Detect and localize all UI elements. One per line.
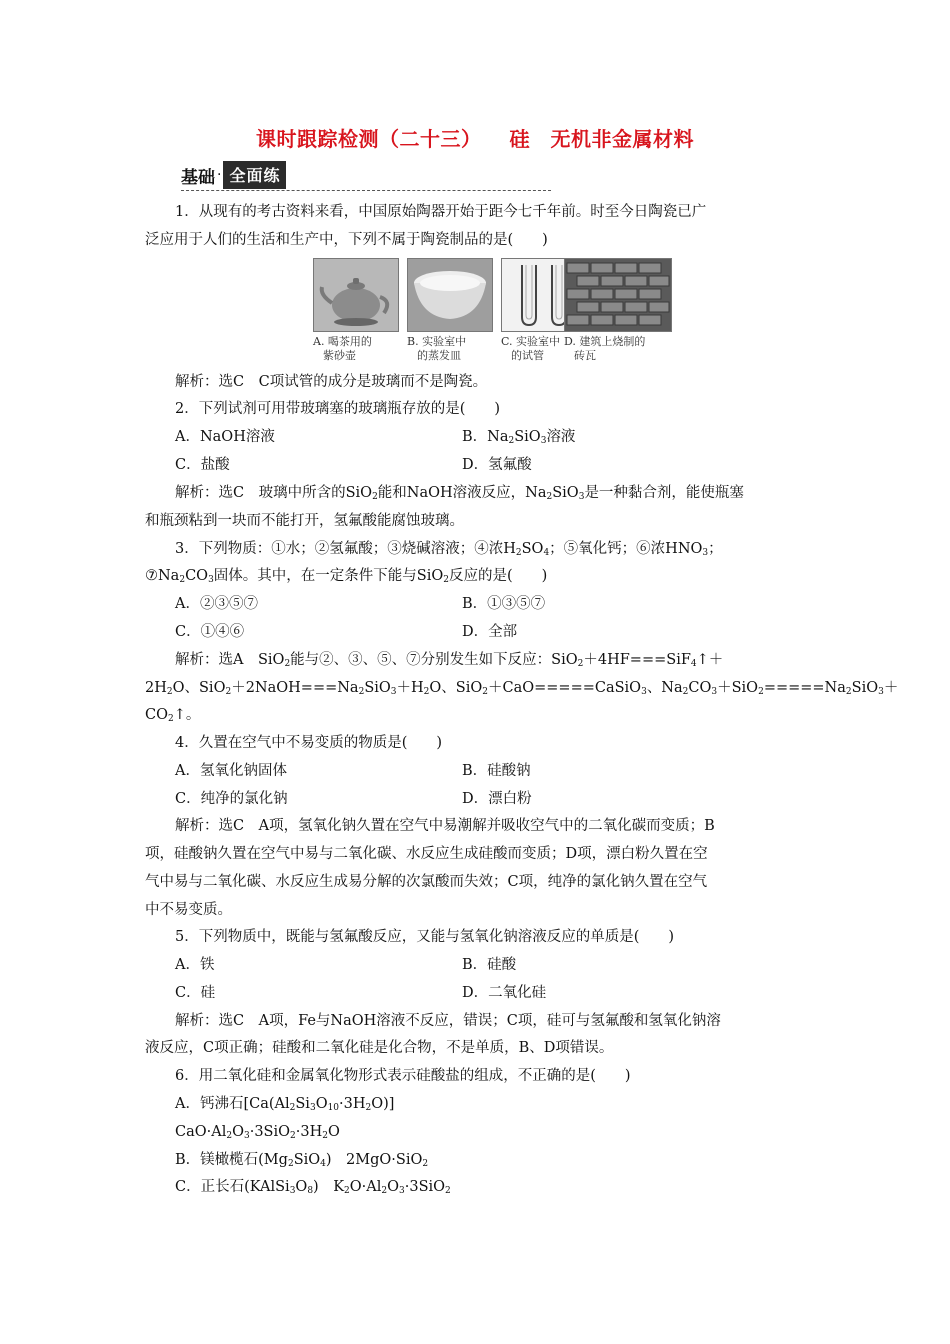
answer-4-cont-3: 中不易变质。: [145, 902, 232, 918]
answer-4: 解析：选C A项，氢氧化钠久置在空气中易潮解并吸收空气中的二氧化碳而变质；B: [175, 818, 715, 834]
brick-icon: [564, 258, 672, 332]
question-6-text: 6．用二氧化硅和金属氧化物形式表示硅酸盐的组成，不正确的是( ): [175, 1068, 631, 1084]
section-header: 基础 · 全面练: [181, 160, 286, 190]
answer-4-cont: 项，硅酸钠久置在空气中易与二氧化碳、水反应生成硅酸而变质；D项，漂白粉久置在空: [145, 846, 708, 862]
question-6-option-b: B．镁橄榄石$(Mg_2SiO_4)$ 2MgO·SiO$_2$: [175, 1152, 429, 1169]
question-6-option-c: C．正长石$(KAlSi_3O_8)$ $K_2O\cdot Al_2O_3\cdot 3SiO_2$: [175, 1179, 451, 1196]
figure-teapot: A. 喝茶用的 紫砂壶: [313, 258, 399, 363]
answer-3-cont: $2H_2O$、$SiO_2+2NaOH===Na_2SiO_3+H_2O$、SiO$_2$＋CaO=====CaSiO$_3$、$Na_2CO_3+SiO_2=====Na_2SiO_3+$: [145, 680, 899, 697]
question-2-option-b: B．$Na_2SiO_3$溶液: [462, 429, 576, 446]
question-1-text: 1．从现有的考古资料来看，中国原始陶器开始于距今七千年前。时至今日陶瓷已广: [175, 204, 707, 220]
figure-evaporating-dish: B. 实验室中 的蒸发皿: [407, 258, 493, 363]
question-3-option-a: A．②③⑤⑦: [175, 596, 258, 612]
question-5-option-c: C．硅: [175, 985, 216, 1001]
question-1-figures: [313, 258, 673, 368]
question-6-option-a: A．钙沸石$[Ca(Al_2Si_3O_{10}\cdot 3H_2O)]$: [175, 1096, 395, 1113]
question-2-option-c: C．盐酸: [175, 457, 230, 473]
answer-2-cont: 和瓶颈粘到一块而不能打开，氢氟酸能腐蚀玻璃。: [145, 513, 464, 529]
section-badge: 全面练: [223, 161, 286, 189]
answer-4-cont-2: 气中易与二氧化碳、水反应生成易分解的次氯酸而失效；C项，纯净的氯化钠久置在空气: [145, 874, 708, 890]
question-5-text: 5．下列物质中，既能与氢氟酸反应，又能与氢氧化钠溶液反应的单质是( ): [175, 929, 675, 945]
page-title: 课时跟踪检测（二十三） 硅 无机非金属材料: [256, 127, 694, 151]
section-label: 基础: [181, 167, 215, 188]
question-3-option-b: B．①③⑤⑦: [462, 596, 546, 612]
question-4-option-c: C．纯净的氯化钠: [175, 791, 288, 807]
question-3-text: 3．下列物质：①水；②氢氟酸；③烧碱溶液；④浓$H_2SO_4$；⑤氧化钙；⑥浓$HNO_3$；: [175, 541, 723, 558]
question-3-option-d: D．全部: [462, 624, 518, 640]
question-5-option-b: B．硅酸: [462, 957, 517, 973]
question-4-option-a: A．氢氧化钠固体: [175, 763, 287, 779]
answer-5-cont: 液反应，C项正确；硅酸和二氧化硅是化合物，不是单质，B、D项错误。: [145, 1040, 614, 1056]
question-4-option-b: B．硅酸钠: [462, 763, 531, 779]
question-1-text-cont: 泛应用于人们的生活和生产中，下列不属于陶瓷制品的是( ): [145, 232, 548, 248]
question-5-option-d: D．二氧化硅: [462, 985, 547, 1001]
teapot-icon: [313, 258, 399, 332]
question-5-option-a: A．铁: [175, 957, 215, 973]
answer-3-cont-2: $CO_2↑$。: [145, 707, 201, 724]
question-4-option-d: D．漂白粉: [462, 791, 532, 807]
answer-3: 解析：选A SiO$_2$能与②、③、⑤、⑦分别发生如下反应：SiO$_2$＋4HF===SiF$_4$↑＋: [175, 652, 724, 669]
question-3-text-cont: $⑦Na_2CO_3$固体。其中，在一定条件下能与SiO$_2$反应的是( ): [145, 568, 548, 585]
evaporating-dish-icon: [407, 258, 493, 332]
question-2-text: 2．下列试剂可用带玻璃塞的玻璃瓶存放的是( ): [175, 401, 501, 417]
answer-5: 解析：选C A项，Fe与NaOH溶液不反应，错误；C项，硅可与氢氟酸和氢氧化钠溶: [175, 1013, 721, 1029]
question-2-option-d: D．氢氟酸: [462, 457, 532, 473]
answer-2: 解析：选C 玻璃中所含的SiO$_2$能和NaOH溶液反应，$Na_2SiO_3$是一种黏合剂，能使瓶塞: [175, 485, 744, 502]
figure-brick: D. 建筑上烧制的 砖瓦: [564, 258, 672, 363]
question-2-option-a: A．NaOH溶液: [175, 429, 275, 445]
figure-test-tube: C. 实验室中 的试管: [501, 258, 587, 363]
answer-1: 解析：选C C项试管的成分是玻璃而不是陶瓷。: [175, 374, 488, 390]
question-4-text: 4．久置在空气中不易变质的物质是( ): [175, 735, 443, 751]
question-3-option-c: C．①④⑥: [175, 624, 245, 640]
question-6-option-a-formula: $CaO\cdot Al_2O_3\cdot 3SiO_2\cdot 3H_2O$: [175, 1124, 340, 1141]
section-divider: [181, 190, 551, 191]
